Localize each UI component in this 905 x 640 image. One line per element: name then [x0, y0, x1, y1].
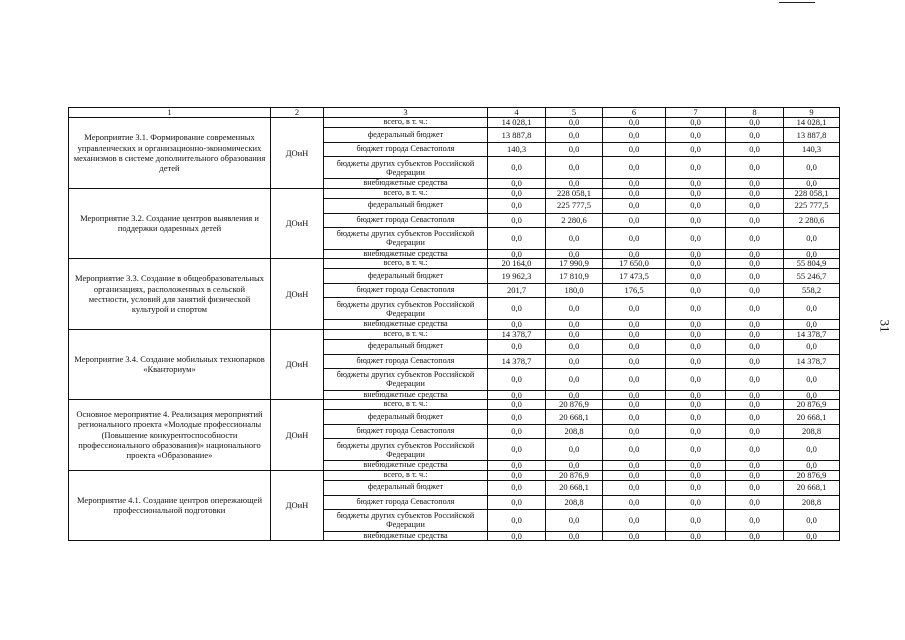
value-cell: 0,0 [726, 470, 784, 480]
value-cell: 176,5 [603, 284, 666, 298]
value-cell: 0,0 [488, 509, 546, 531]
value-cell: 0,0 [546, 531, 603, 541]
value-cell: 0,0 [603, 400, 666, 410]
value-cell: 14 378,7 [784, 329, 840, 339]
value-cell: 0,0 [726, 259, 784, 269]
value-cell: 0,0 [488, 188, 546, 198]
funding-source: бюджет города Севастополя [324, 425, 488, 439]
value-cell: 0,0 [666, 425, 726, 439]
value-cell: 0,0 [488, 213, 546, 227]
funding-source: внебюджетные средства [324, 249, 488, 259]
table-row [69, 470, 840, 480]
value-cell: 0,0 [666, 495, 726, 509]
value-cell: 0,0 [666, 439, 726, 461]
value-cell: 0,0 [488, 368, 546, 390]
value-cell: 0,0 [784, 227, 840, 249]
value-cell: 0,0 [546, 179, 603, 189]
value-cell: 0,0 [726, 179, 784, 189]
value-cell: 0,0 [784, 179, 840, 189]
executor-cell: ДОиН [271, 259, 324, 330]
value-cell: 0,0 [666, 213, 726, 227]
value-cell: 0,0 [666, 368, 726, 390]
value-cell: 0,0 [666, 400, 726, 410]
executor-cell: ДОиН [271, 188, 324, 259]
value-cell: 14 378,7 [488, 329, 546, 339]
value-cell: 0,0 [603, 531, 666, 541]
value-cell: 0,0 [726, 509, 784, 531]
measure-title: Мероприятие 4.1. Создание центров опережающей профессиональной подготовки [69, 470, 271, 541]
value-cell: 0,0 [488, 157, 546, 179]
value-cell: 0,0 [488, 390, 546, 400]
value-cell: 140,3 [488, 143, 546, 157]
value-cell: 0,0 [726, 390, 784, 400]
value-cell: 0,0 [666, 128, 726, 143]
value-cell: 0,0 [726, 495, 784, 509]
funding-source: бюджет города Севастополя [324, 495, 488, 509]
value-cell: 0,0 [488, 470, 546, 480]
value-cell: 0,0 [726, 531, 784, 541]
value-cell: 558,2 [784, 284, 840, 298]
value-cell: 180,0 [546, 284, 603, 298]
value-cell: 0,0 [546, 509, 603, 531]
funding-source: федеральный бюджет [324, 128, 488, 143]
value-cell: 0,0 [666, 269, 726, 284]
value-cell: 228 058,1 [546, 188, 603, 198]
funding-source: бюджеты других субъектов Российской Федерации [324, 157, 488, 179]
value-cell: 0,0 [666, 461, 726, 471]
header-row [69, 108, 840, 118]
funding-source: всего, в т. ч.: [324, 188, 488, 198]
value-cell: 17 990,9 [546, 259, 603, 269]
value-cell: 0,0 [666, 157, 726, 179]
value-cell: 14 028,1 [784, 118, 840, 128]
funding-source: федеральный бюджет [324, 269, 488, 284]
value-cell: 0,0 [546, 329, 603, 339]
value-cell: 0,0 [726, 284, 784, 298]
value-cell: 0,0 [488, 198, 546, 213]
value-cell: 0,0 [726, 425, 784, 439]
value-cell: 0,0 [784, 461, 840, 471]
value-cell: 0,0 [666, 320, 726, 330]
table-row [69, 329, 840, 339]
value-cell: 0,0 [726, 227, 784, 249]
value-cell: 0,0 [488, 480, 546, 495]
measure-title: Мероприятие 3.1. Формирование современных управленческих и организационно-экономических механизмов в системе дополнительного образования детей [69, 118, 271, 189]
value-cell: 208,8 [546, 425, 603, 439]
value-cell: 0,0 [603, 509, 666, 531]
value-cell: 14 028,1 [488, 118, 546, 128]
value-cell: 0,0 [603, 329, 666, 339]
table-row [69, 188, 840, 198]
value-cell: 0,0 [546, 390, 603, 400]
value-cell: 0,0 [488, 298, 546, 320]
value-cell: 0,0 [666, 227, 726, 249]
funding-source: бюджет города Севастополя [324, 284, 488, 298]
value-cell: 0,0 [603, 368, 666, 390]
header-cell: 4 [488, 108, 546, 118]
value-cell: 0,0 [488, 320, 546, 330]
value-cell: 228 058,1 [784, 188, 840, 198]
value-cell: 0,0 [726, 128, 784, 143]
header-cell: 7 [666, 108, 726, 118]
value-cell: 0,0 [726, 320, 784, 330]
value-cell: 0,0 [784, 298, 840, 320]
value-cell: 0,0 [784, 531, 840, 541]
value-cell: 0,0 [726, 143, 784, 157]
value-cell: 0,0 [784, 339, 840, 354]
value-cell: 0,0 [488, 495, 546, 509]
value-cell: 0,0 [488, 461, 546, 471]
value-cell: 0,0 [546, 157, 603, 179]
value-cell: 0,0 [726, 269, 784, 284]
value-cell: 0,0 [603, 425, 666, 439]
value-cell: 208,8 [784, 425, 840, 439]
value-cell: 0,0 [666, 143, 726, 157]
measure-title: Мероприятие 3.4. Создание мобильных технопарков «Кванториум» [69, 329, 271, 400]
funding-source: федеральный бюджет [324, 410, 488, 425]
value-cell: 0,0 [603, 480, 666, 495]
value-cell: 0,0 [726, 461, 784, 471]
value-cell: 0,0 [488, 410, 546, 425]
value-cell: 20 668,1 [546, 480, 603, 495]
funding-source: бюджеты других субъектов Российской Федерации [324, 298, 488, 320]
value-cell: 0,0 [666, 198, 726, 213]
funding-source: бюджет города Севастополя [324, 143, 488, 157]
value-cell: 0,0 [603, 339, 666, 354]
value-cell: 0,0 [726, 298, 784, 320]
value-cell: 0,0 [603, 143, 666, 157]
funding-source: внебюджетные средства [324, 320, 488, 330]
value-cell: 0,0 [546, 298, 603, 320]
value-cell: 20 668,1 [784, 410, 840, 425]
page-number: 31 [877, 319, 893, 333]
value-cell: 0,0 [726, 354, 784, 368]
value-cell: 55 246,7 [784, 269, 840, 284]
header-cell: 9 [784, 108, 840, 118]
value-cell: 0,0 [666, 354, 726, 368]
value-cell: 2 280,6 [546, 213, 603, 227]
table-row [69, 259, 840, 269]
value-cell: 0,0 [546, 128, 603, 143]
value-cell: 0,0 [784, 249, 840, 259]
value-cell: 0,0 [488, 439, 546, 461]
value-cell: 13 887,8 [488, 128, 546, 143]
measure-title: Основное мероприятие 4. Реализация мероприятий регионального проекта «Молодые профессионалы (Повышение конкурентоспособности профессионального образования)» национального проекта «Образование» [69, 400, 271, 471]
value-cell: 20 876,9 [784, 470, 840, 480]
executor-cell: ДОиН [271, 470, 324, 541]
value-cell: 0,0 [666, 470, 726, 480]
value-cell: 0,0 [546, 354, 603, 368]
value-cell: 0,0 [784, 157, 840, 179]
header-cell: 1 [69, 108, 271, 118]
value-cell: 0,0 [784, 390, 840, 400]
value-cell: 0,0 [666, 259, 726, 269]
value-cell: 14 378,7 [784, 354, 840, 368]
value-cell: 0,0 [726, 339, 784, 354]
header-cell: 6 [603, 108, 666, 118]
value-cell: 0,0 [726, 157, 784, 179]
value-cell: 0,0 [726, 329, 784, 339]
value-cell: 0,0 [666, 390, 726, 400]
value-cell: 0,0 [603, 439, 666, 461]
funding-source: внебюджетные средства [324, 531, 488, 541]
value-cell: 0,0 [726, 249, 784, 259]
value-cell: 0,0 [603, 128, 666, 143]
value-cell: 20 164,0 [488, 259, 546, 269]
value-cell: 140,3 [784, 143, 840, 157]
value-cell: 0,0 [666, 298, 726, 320]
top-rule [779, 2, 815, 3]
value-cell: 0,0 [603, 495, 666, 509]
value-cell: 20 668,1 [784, 480, 840, 495]
value-cell: 20 876,9 [546, 470, 603, 480]
value-cell: 0,0 [666, 329, 726, 339]
value-cell: 0,0 [603, 298, 666, 320]
value-cell: 0,0 [488, 249, 546, 259]
value-cell: 0,0 [603, 118, 666, 128]
value-cell: 225 777,5 [546, 198, 603, 213]
value-cell: 55 804,9 [784, 259, 840, 269]
value-cell: 0,0 [603, 179, 666, 189]
value-cell: 0,0 [726, 439, 784, 461]
value-cell: 0,0 [546, 249, 603, 259]
value-cell: 0,0 [666, 179, 726, 189]
value-cell: 0,0 [666, 284, 726, 298]
value-cell: 0,0 [666, 410, 726, 425]
value-cell: 0,0 [726, 480, 784, 495]
value-cell: 0,0 [488, 531, 546, 541]
funding-source: федеральный бюджет [324, 480, 488, 495]
value-cell: 0,0 [784, 368, 840, 390]
value-cell: 0,0 [666, 531, 726, 541]
value-cell: 208,8 [546, 495, 603, 509]
value-cell: 0,0 [546, 118, 603, 128]
funding-source: федеральный бюджет [324, 339, 488, 354]
measure-title: Мероприятие 3.3. Создание в общеобразовательных организациях, расположенных в сельской местности, условий для занятий физической культурой и спортом [69, 259, 271, 330]
value-cell: 0,0 [546, 439, 603, 461]
executor-cell: ДОиН [271, 329, 324, 400]
value-cell: 0,0 [726, 198, 784, 213]
value-cell: 0,0 [603, 461, 666, 471]
value-cell: 0,0 [726, 400, 784, 410]
value-cell: 0,0 [603, 320, 666, 330]
value-cell: 0,0 [603, 227, 666, 249]
value-cell: 208,8 [784, 495, 840, 509]
value-cell: 0,0 [546, 368, 603, 390]
funding-source: бюджеты других субъектов Российской Федерации [324, 368, 488, 390]
value-cell: 17 473,5 [603, 269, 666, 284]
value-cell: 0,0 [603, 213, 666, 227]
header-cell: 2 [271, 108, 324, 118]
funding-source: всего, в т. ч.: [324, 470, 488, 480]
value-cell: 0,0 [546, 339, 603, 354]
table-row [69, 118, 840, 128]
value-cell: 0,0 [784, 320, 840, 330]
value-cell: 20 876,9 [546, 400, 603, 410]
value-cell: 20 876,9 [784, 400, 840, 410]
value-cell: 0,0 [603, 188, 666, 198]
value-cell: 0,0 [603, 410, 666, 425]
value-cell: 0,0 [603, 354, 666, 368]
value-cell: 0,0 [666, 480, 726, 495]
header-cell: 8 [726, 108, 784, 118]
value-cell: 0,0 [488, 425, 546, 439]
funding-source: всего, в т. ч.: [324, 259, 488, 269]
value-cell: 0,0 [603, 157, 666, 179]
value-cell: 0,0 [784, 439, 840, 461]
funding-source: бюджет города Севастополя [324, 213, 488, 227]
value-cell: 13 887,8 [784, 128, 840, 143]
value-cell: 2 280,6 [784, 213, 840, 227]
funding-source: бюджет города Севастополя [324, 354, 488, 368]
value-cell: 0,0 [726, 118, 784, 128]
value-cell: 0,0 [546, 461, 603, 471]
value-cell: 0,0 [666, 118, 726, 128]
value-cell: 0,0 [666, 339, 726, 354]
value-cell: 0,0 [488, 400, 546, 410]
value-cell: 201,7 [488, 284, 546, 298]
funding-source: внебюджетные средства [324, 390, 488, 400]
funding-source: бюджеты других субъектов Российской Федерации [324, 439, 488, 461]
header-cell: 5 [546, 108, 603, 118]
value-cell: 17 810,9 [546, 269, 603, 284]
executor-cell: ДОиН [271, 118, 324, 189]
funding-source: всего, в т. ч.: [324, 400, 488, 410]
value-cell: 0,0 [726, 368, 784, 390]
value-cell: 0,0 [726, 213, 784, 227]
value-cell: 19 962,3 [488, 269, 546, 284]
value-cell: 0,0 [666, 509, 726, 531]
value-cell: 0,0 [546, 320, 603, 330]
value-cell: 225 777,5 [784, 198, 840, 213]
value-cell: 0,0 [726, 410, 784, 425]
value-cell: 0,0 [603, 390, 666, 400]
funding-source: бюджеты других субъектов Российской Федерации [324, 227, 488, 249]
value-cell: 0,0 [603, 198, 666, 213]
executor-cell: ДОиН [271, 400, 324, 471]
value-cell: 14 378,7 [488, 354, 546, 368]
value-cell: 20 668,1 [546, 410, 603, 425]
value-cell: 0,0 [666, 188, 726, 198]
table-row [69, 400, 840, 410]
value-cell: 0,0 [603, 249, 666, 259]
measure-title: Мероприятие 3.2. Создание центров выявления и поддержки одаренных детей [69, 188, 271, 259]
value-cell: 0,0 [603, 470, 666, 480]
funding-source: федеральный бюджет [324, 198, 488, 213]
value-cell: 0,0 [666, 249, 726, 259]
value-cell: 0,0 [784, 509, 840, 531]
value-cell: 0,0 [488, 227, 546, 249]
funding-source: внебюджетные средства [324, 461, 488, 471]
budget-table [68, 107, 840, 541]
funding-source: внебюджетные средства [324, 179, 488, 189]
value-cell: 0,0 [546, 143, 603, 157]
funding-source: всего, в т. ч.: [324, 329, 488, 339]
value-cell: 17 650,0 [603, 259, 666, 269]
value-cell: 0,0 [488, 339, 546, 354]
header-cell: 3 [324, 108, 488, 118]
value-cell: 0,0 [726, 188, 784, 198]
value-cell: 0,0 [546, 227, 603, 249]
funding-source: всего, в т. ч.: [324, 118, 488, 128]
funding-source: бюджеты других субъектов Российской Федерации [324, 509, 488, 531]
value-cell: 0,0 [488, 179, 546, 189]
